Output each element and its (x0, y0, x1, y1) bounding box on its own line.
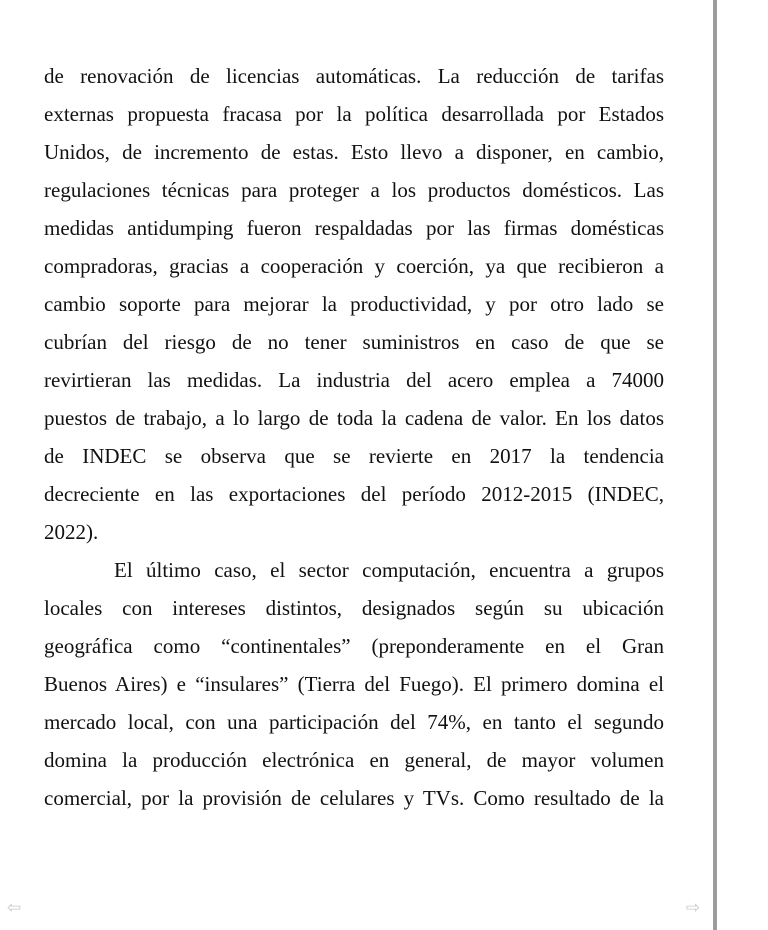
previous-page-arrow-icon[interactable]: ⇦ (6, 898, 22, 918)
paragraph-start-line: El último caso, el sector computación, encuentra a grupos (114, 558, 664, 582)
text-line: de INDEC se observa que se revierte en 2017 la tendencia (44, 444, 664, 468)
text-line: revirtieran las medidas. La industria del acero emplea a 74000 (44, 368, 664, 392)
text-line: medidas antidumping fueron respaldadas por las firmas domésticas (44, 216, 664, 240)
text-line: puestos de trabajo, a lo largo de toda la cadena de valor. En los datos (44, 406, 664, 430)
text-line: regulaciones técnicas para proteger a los productos domésticos. Las (44, 178, 664, 202)
body-text (44, 57, 664, 817)
text-line: locales con intereses distintos, designados según su ubicación (44, 596, 664, 620)
text-line: geográfica como “continentales” (preponderamente en el Gran (44, 634, 664, 658)
next-page-arrow-icon[interactable]: ⇨ (685, 898, 701, 918)
text-line: cambio soporte para mejorar la productividad, y por otro lado se (44, 292, 664, 316)
text-line: domina la producción electrónica en general, de mayor volumen (44, 748, 664, 772)
text-line: decreciente en las exportaciones del período 2012-2015 (INDEC, (44, 482, 664, 506)
text-line: cubrían del riesgo de no tener suministros en caso de que se (44, 330, 664, 354)
paragraph-end-line: 2022). (44, 520, 99, 544)
text-line: compradoras, gracias a cooperación y coerción, ya que recibieron a (44, 254, 664, 278)
text-line: mercado local, con una participación del 74%, en tanto el segundo (44, 710, 664, 734)
text-line: comercial, por la provisión de celulares y TVs. Como resultado de la (44, 786, 664, 810)
text-line: externas propuesta fracasa por la política desarrollada por Estados (44, 102, 664, 126)
text-line: de renovación de licencias automáticas. La reducción de tarifas (44, 64, 664, 88)
text-line: Buenos Aires) e “insulares” (Tierra del Fuego). El primero domina el (44, 672, 664, 696)
text-line: Unidos, de incremento de estas. Esto llevo a disponer, en cambio, (44, 140, 664, 164)
right-gutter (717, 0, 768, 930)
